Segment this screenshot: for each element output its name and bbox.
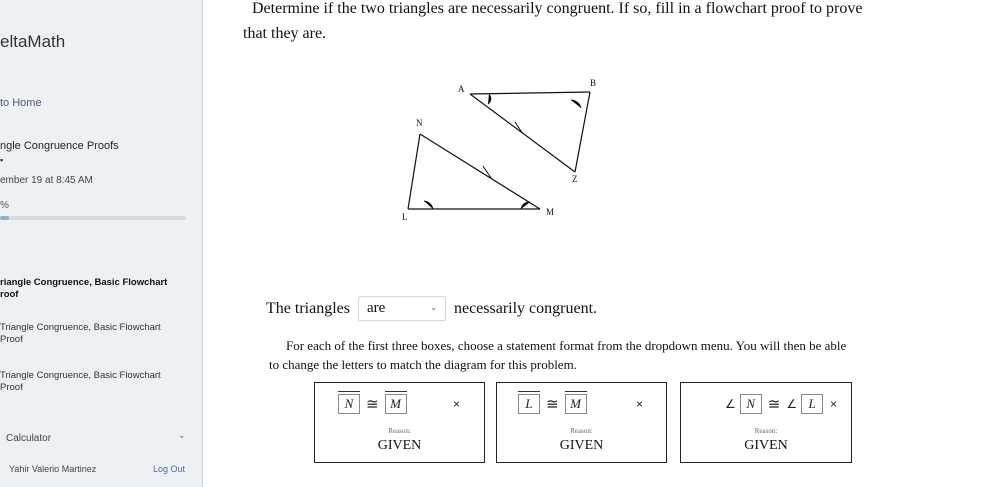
back-to-home-link[interactable]: to Home [0,97,42,109]
triangle-nlm [408,134,540,209]
sidebar-item-title: riangle Congruence, Basic Flowchart [0,277,168,288]
segment-letter-input[interactable]: N [338,394,360,414]
user-name: Yahir Valerio Martinez [9,464,97,474]
progress-percent: % [0,200,9,211]
sidebar-item-problem-2[interactable] [0,322,161,346]
logout-link[interactable]: Log Out [153,464,186,474]
congruent-symbol: ≅ [546,396,559,413]
question-text: Determine if the two triangles are necessarily congruent. If so, fill in a flowchart proof to prove [252,0,863,17]
instructions-line1: For each of the first three boxes, choose a statement format from the dropdown menu. You will then be able [286,338,847,353]
flowchart-box-3[interactable] [680,382,852,463]
delete-statement-icon[interactable]: × [453,397,461,411]
sidebar-item-problem-1[interactable] [0,277,167,301]
sidebar-item-title: Triangle Congruence, Basic Flowchart [0,322,161,333]
sidebar-item-subtitle: Proof [0,382,23,393]
congruence-sentence [266,296,597,321]
reason-value[interactable]: GIVEN [559,438,604,453]
statement-segment-congruence [338,393,407,415]
progress-bar [0,216,186,220]
delete-statement-icon[interactable]: × [830,397,838,411]
congruent-symbol: ≅ [366,396,379,413]
angle-symbol: ∠ [725,396,736,411]
vertex-label-a: A [458,84,465,94]
angle-letter-input[interactable]: N [740,394,762,414]
congruence-dropdown[interactable] [358,296,446,321]
instructions [269,336,847,374]
assignment-title: ngle Congruence Proofs [0,140,119,152]
chevron-down-icon[interactable]: ⌄ [178,430,186,440]
vertex-label-z: Z [572,174,578,184]
flowchart-box-2[interactable] [496,382,667,463]
sidebar-item-title: Triangle Congruence, Basic Flowchart [0,370,161,381]
segment-letter-input[interactable]: M [385,394,407,414]
statement-angle-congruence [725,393,823,415]
dropdown-selected: are [366,300,386,316]
vertex-label-n: N [416,118,423,128]
reason-label: Reason: [570,427,593,435]
reason-label: Reason: [388,427,411,435]
assignment-dot-icon: ▪ [0,155,4,165]
sidebar-item-subtitle: roof [0,289,19,300]
vertex-label-b: B [590,78,597,88]
question-text-cont: that they are. [243,25,327,42]
chevron-down-icon: ⌄ [430,303,437,312]
segment-letter-input[interactable]: M [565,394,587,414]
progress-bar-fill [0,216,9,220]
sentence-after: necessarily congruent. [453,299,598,317]
reason-label: Reason: [754,427,778,435]
due-date: ember 19 at 8:45 AM [0,175,93,186]
sidebar-item-problem-3[interactable] [0,370,161,394]
sidebar-item-subtitle: Proof [0,334,23,345]
statement-segment-congruence [518,393,587,415]
calculator-toggle[interactable]: Calculator [6,433,52,444]
segment-letter-input[interactable]: L [518,394,540,414]
triangles-diagram [390,76,597,226]
reason-value[interactable]: GIVEN [744,438,788,453]
problem-area [204,0,991,487]
vertex-label-l: L [402,212,408,222]
instructions-line2: to change the letters to match the diagram for this problem. [269,357,577,372]
angle-symbol: ∠ [786,396,798,411]
sentence-before: The triangles [266,299,350,317]
sidebar [0,0,203,487]
brand-logo: eltaMath [0,32,66,51]
reason-value[interactable]: GIVEN [377,438,422,453]
vertex-label-m: M [546,207,555,217]
angle-letter-input[interactable]: L [801,394,823,414]
flowchart-box-1[interactable] [314,382,485,463]
congruent-symbol: ≅ [767,396,781,413]
delete-statement-icon[interactable]: × [636,397,644,411]
